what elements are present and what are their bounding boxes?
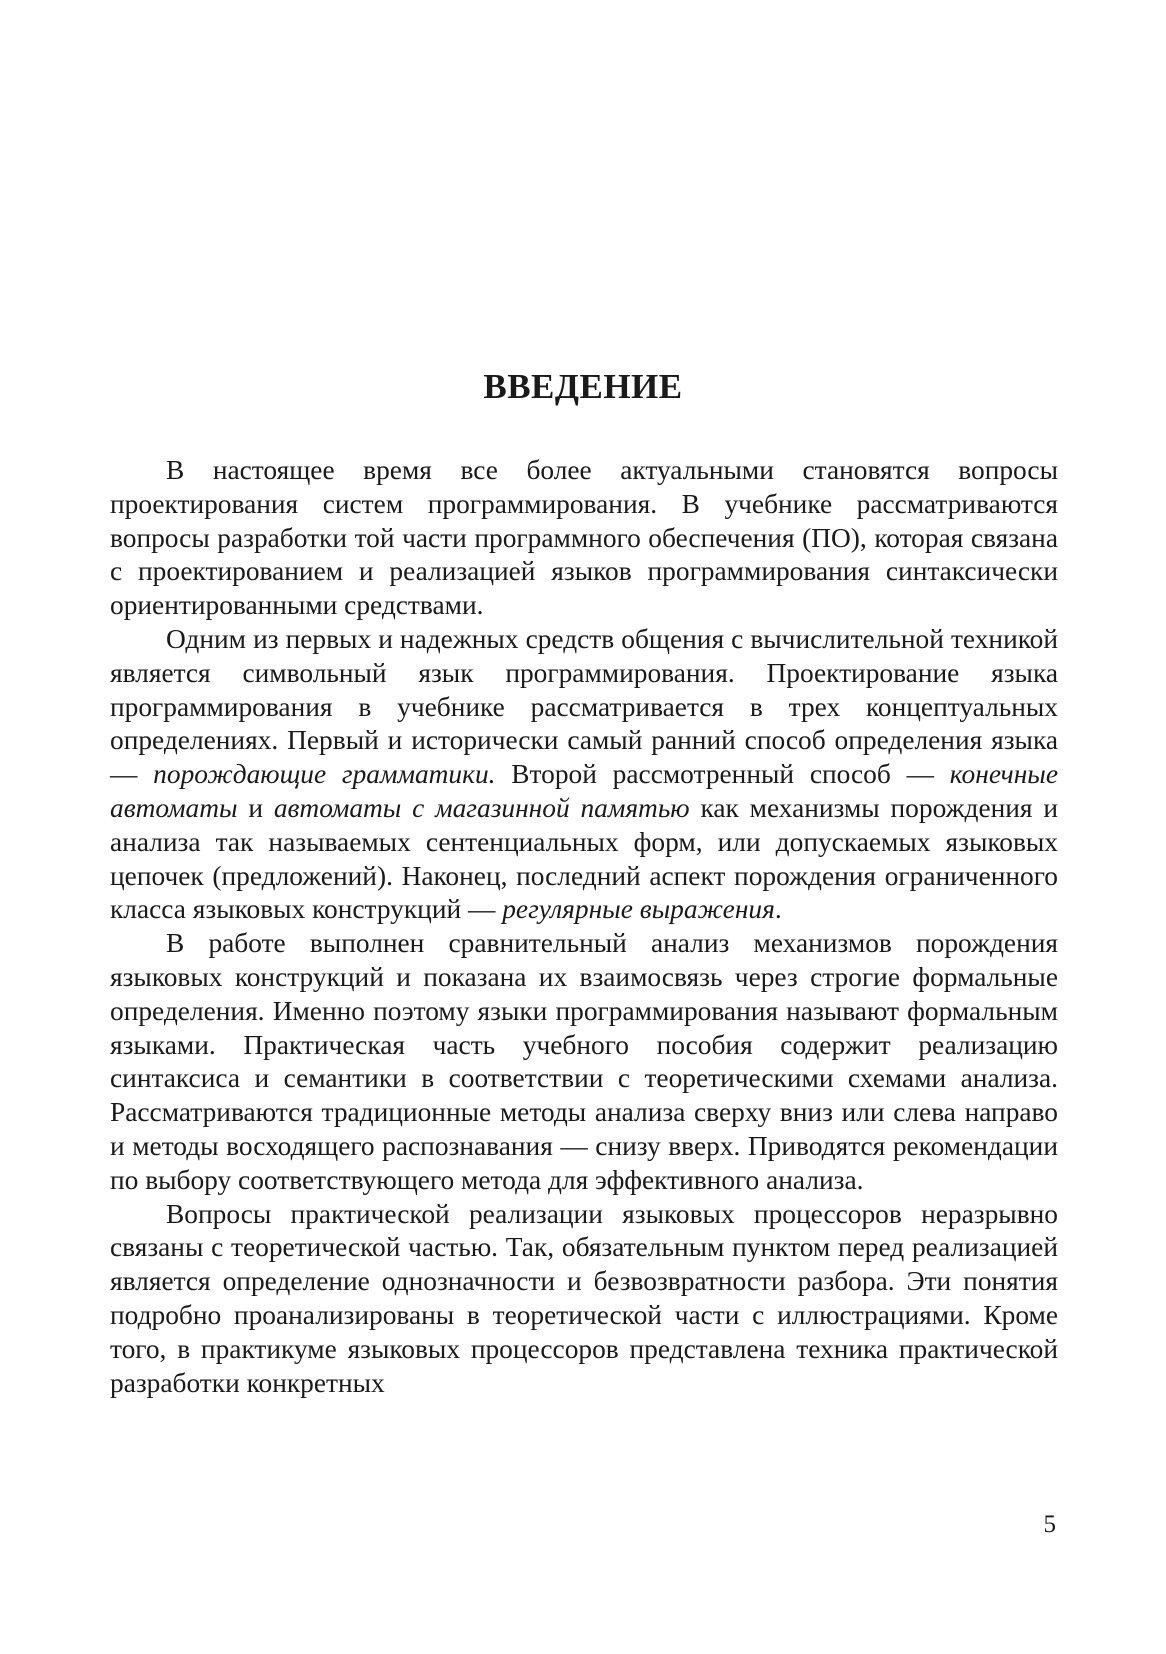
paragraph xyxy=(110,623,1058,927)
text-run: и xyxy=(237,792,274,823)
body-text xyxy=(110,454,1058,1400)
italic-term: порождающие грамматики. xyxy=(153,759,496,790)
page-title: ВВЕДЕНИЕ xyxy=(483,367,683,406)
italic-term: регулярные выражения xyxy=(502,894,775,925)
text-run: В настоящее время все более актуальными становятся вопросы проектирования систем программирования. В учебнике рассматриваются вопросы разработки той части программного обеспечения (ПО), которая связана с проектированием и реализацией языков программирования синтаксически ориентированными средствами. xyxy=(110,455,1058,621)
page-number: 5 xyxy=(1043,1511,1056,1538)
italic-term: автоматы с магазинной памятью xyxy=(273,792,690,823)
paragraph xyxy=(110,927,1058,1197)
italic-term: конечные автоматы xyxy=(110,759,1058,823)
text-run: как механизмы порождения и анализа так называемых сентенциальных форм, или допускаемых языковых цепочек (предложений). Наконец, последний аспект порождения ограниченного класса языковых конструкций — xyxy=(110,792,1058,925)
text-run: Одним из первых и надежных средств общения с вычислительной техникой является символьный язык программирования. Проектирование языка программирования в учебнике рассматривается в трех концептуальных определениях. Первый и исторически самый ранний способ определения языка — xyxy=(110,623,1058,790)
text-run: В работе выполнен сравнительный анализ механизмов порождения языковых конструкций и показана их взаимосвязь через строгие формальные определения. Именно поэтому языки программирования называют формальным языками. Практическая часть учебного пособия содержит реализацию синтаксиса и семантики в соответствии с теоретическими схемами анализа. Рассматриваются традиционные методы анализа сверху вниз или слева направо и методы восходящего распознавания — снизу вверх. Приводятся рекомендации по выбору соответствующего метода для эффективного анализа. xyxy=(110,928,1058,1195)
paragraph xyxy=(110,1198,1058,1401)
text-run: Второй рассмотренный способ — xyxy=(495,759,950,790)
paragraph xyxy=(110,454,1058,623)
text-run: Вопросы практической реализации языковых процессоров неразрывно связаны с теоретической частью. Так, обязательным пунктом перед реализацией является определение однозначности и безвозвратности разбора. Эти понятия подробно проанализированы в теоретической части с иллюстрациями. Кроме того, в практикуме языковых процессоров представлена техника практической разработки конкретных xyxy=(110,1198,1058,1398)
text-run: . xyxy=(774,894,782,925)
